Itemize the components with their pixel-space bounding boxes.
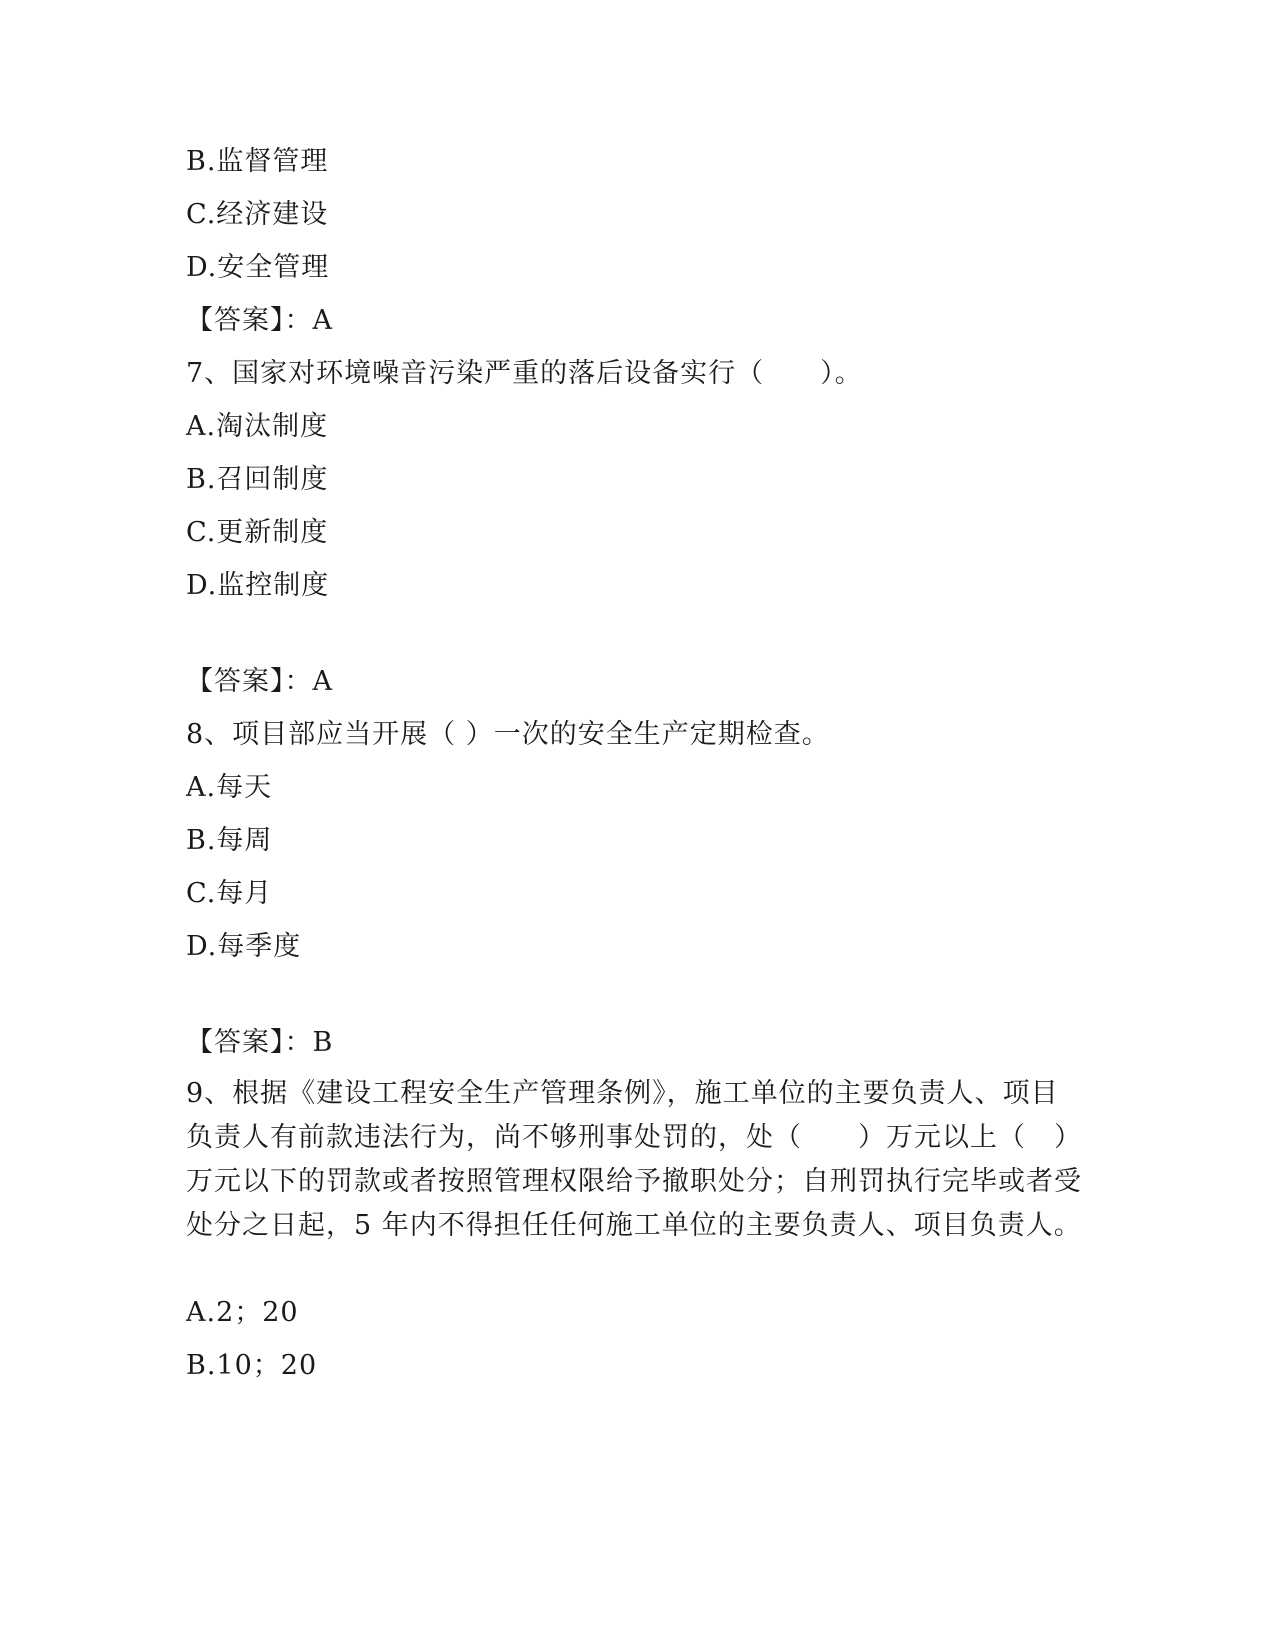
q7-option-a: A.淘汰制度 — [186, 411, 329, 442]
q8-answer: 【答案】：B — [186, 1027, 334, 1058]
q9-question: 9、根据《建设工程安全生产管理条例》，施工单位的主要负责人、项目负责人有前款违法行为，尚不够刑事处罚的，处（ ）万元以上（ ）万元以下的罚款或者按照管理权限给予撤职处分；自刑罚执行完毕或者受处分之日起，5 年内不得担任任何施工单位的主要负责人、项目负责人。 — [186, 1078, 1082, 1241]
q7-answer: 【答案】：A — [186, 666, 333, 697]
q6-option-c: C.经济建设 — [186, 199, 329, 230]
q8-question: 8、项目部应当开展（ ）一次的安全生产定期检查。 — [186, 719, 830, 750]
q8-option-b: B.每周 — [186, 825, 273, 856]
q9-option-b: B.10；20 — [186, 1350, 318, 1381]
q6-option-d: D.安全管理 — [186, 252, 330, 283]
q8-option-c: C.每月 — [186, 878, 273, 909]
q8-option-d: D.每季度 — [186, 931, 302, 962]
q7-option-c: C.更新制度 — [186, 517, 329, 548]
q7-question: 7、国家对环境噪音污染严重的落后设备实行（ ）。 — [186, 358, 863, 389]
q7-option-b: B.召回制度 — [186, 464, 329, 495]
q9-option-a: A.2；20 — [186, 1297, 299, 1328]
q6-answer: 【答案】：A — [186, 305, 333, 336]
q8-option-a: A.每天 — [186, 772, 273, 803]
q7-option-d: D.监控制度 — [186, 570, 330, 601]
q6-option-b: B.监督管理 — [186, 146, 329, 177]
